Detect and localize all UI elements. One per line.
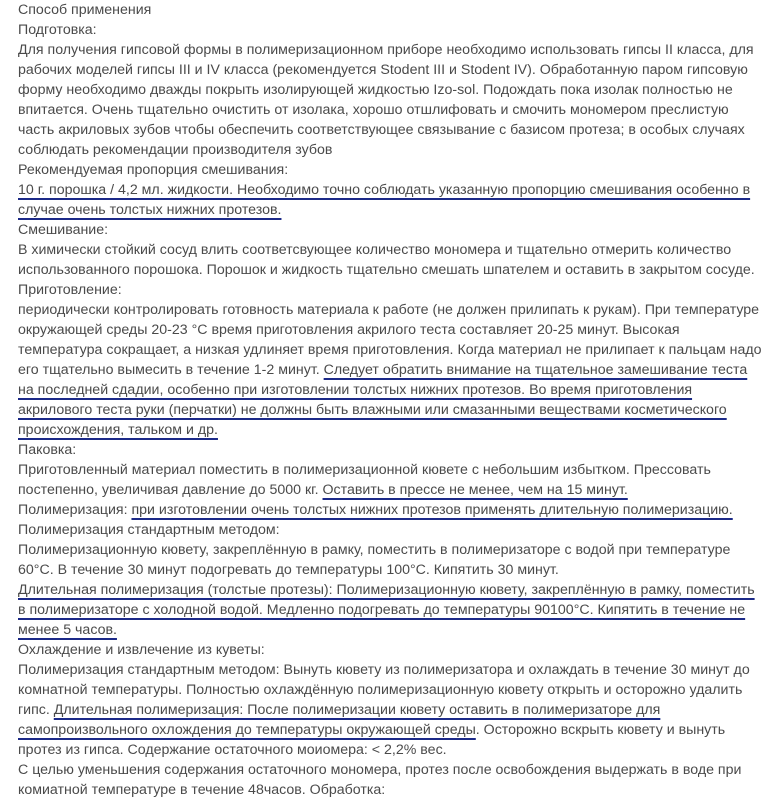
text-segment: температура сокращает, а низкая удлиняет время приготовления. Когда материал не прилипает к пальцам надо xyxy=(18,342,762,358)
text-line xyxy=(18,180,768,200)
underlined-text: Длительная полимеризация (толстые протезы): Полимеризационную кювету, закреплённую в рамку, поместить xyxy=(18,582,755,598)
text-line xyxy=(18,200,768,220)
text-segment: гипс. xyxy=(18,702,54,718)
text-segment: Полимеризация стандартным методом: xyxy=(18,522,280,538)
underlined-text: случае очень толстых нижних протезов. xyxy=(18,202,282,218)
text-line xyxy=(18,440,768,460)
underlined-text: Оставить в прессе не менее, чем на 15 минут. xyxy=(322,482,628,498)
text-line xyxy=(18,300,768,320)
text-segment: Приготовленный материал поместить в полимеризационной кювете с небольшим избытком. Прессовать xyxy=(18,462,711,478)
text-segment: Паковка: xyxy=(18,442,77,458)
text-segment: Полимеризация: xyxy=(18,502,132,518)
text-line xyxy=(18,480,768,500)
text-segment: Рекомендуемая пропорция смешивания: xyxy=(18,162,289,178)
text-segment: Охлаждение и извлечение из куветы: xyxy=(18,642,265,658)
text-segment: впитается. Очень тщательно очистить от изолака, хорошо отшлифовать и смочить мономером преслистую xyxy=(18,102,729,118)
underlined-text: акрилового теста руки (перчатки) не должны быть влажными или смазанными веществами косметического xyxy=(18,402,727,418)
text-line xyxy=(18,720,768,740)
text-segment: постепенно, увеличивая давление до 5000 кг. xyxy=(18,482,323,498)
text-line xyxy=(18,460,768,480)
text-line xyxy=(18,380,768,400)
underlined-text: на последней сдадии, особенно при изготовлении толстых нижних протезов. Во время приготовления xyxy=(18,382,693,398)
text-segment: 60°C. В течение 30 минут подогревать до температуры 100°C. Кипятить 30 минут. xyxy=(18,562,559,578)
text-segment: рабочих моделей гипсы III и IV класса (рекомендуется Stodent III и Stodent IV). Обработанную паром гипсовую xyxy=(18,62,748,78)
text-segment: периодически контролировать готовность материала к работе (не должен прилипать к рукам). При температуре xyxy=(18,302,760,318)
text-line xyxy=(18,560,768,580)
text-segment: Подготовка: xyxy=(18,22,97,38)
text-segment: Смешивание: xyxy=(18,222,109,238)
text-line xyxy=(18,340,768,360)
text-line xyxy=(18,780,768,800)
text-line xyxy=(18,500,768,520)
underlined-text: 10 г. порошка / 4,2 мл. жидкости. Необходимо точно соблюдать указанную пропорцию смешивания особенно в xyxy=(18,182,751,198)
text-line xyxy=(18,640,768,660)
text-segment: использованного порошока. Порошок и жидкость тщательно смешать шпателем и оставить в закрытом сосуде. xyxy=(18,262,755,278)
underlined-text: Следует обратить внимание на тщательное замешивание теста xyxy=(323,362,748,378)
text-line xyxy=(18,40,768,60)
text-line xyxy=(18,320,768,340)
text-line xyxy=(18,400,768,420)
text-line xyxy=(18,280,768,300)
text-segment: комиатной температуре в течение 48часов. Обработка: xyxy=(18,782,386,798)
text-segment: окружающей среды 20-23 °C время приготовления акрилого теста составляет 20-25 минут. Высокая xyxy=(18,322,680,338)
text-segment: Полимеризационную кювету, закреплённую в рамку, поместить в полимеризаторе с водой при температуре xyxy=(18,542,731,558)
text-line xyxy=(18,80,768,100)
text-line xyxy=(18,20,768,40)
text-line xyxy=(18,240,768,260)
text-segment: Для получения гипсовой формы в полимеризационном приборе необходимо использовать гипсы II класса, для xyxy=(18,42,754,58)
text-line xyxy=(18,160,768,180)
text-line xyxy=(18,540,768,560)
text-segment: форму необходимо дважды покрыть изолирующей жидкостью Izo-sol. Подождать пока изолак полностью не xyxy=(18,82,733,98)
text-line xyxy=(18,420,768,440)
text-line xyxy=(18,60,768,80)
text-line xyxy=(18,740,768,760)
text-segment: В химически стойкий сосуд влить соответсвующее количество мономера и тщательно отмерить количество xyxy=(18,242,732,258)
text-line xyxy=(18,360,768,380)
text-line xyxy=(18,100,768,120)
text-line xyxy=(18,620,768,640)
text-line xyxy=(18,0,768,20)
text-line xyxy=(18,220,768,240)
underlined-text: при изготовлении очень толстых нижних протезов применять длительную полимеризацию. xyxy=(131,502,733,518)
underlined-text: Длительная полимеризация: После полимеризации кювету оставить в полимеризаторе для xyxy=(53,702,661,718)
text-line xyxy=(18,700,768,720)
text-segment: Полимеризация стандартным методом: Вынуть кювету из полимеризатора и охлаждать в течение 30 минут до xyxy=(18,662,750,678)
text-line xyxy=(18,120,768,140)
text-segment: С целью уменьшения содержания остаточного мономера, протез после освобождения выдержать в воде при xyxy=(18,762,742,778)
document-text xyxy=(18,0,768,800)
text-line xyxy=(18,600,768,620)
text-segment: протез из гипса. Содержание остаточного моиомера: < 2,2% вес. xyxy=(18,742,447,758)
underlined-text: происхождения, тальком и др. xyxy=(18,422,218,438)
text-segment: соблюдать рекомендации производителя зубов xyxy=(18,142,333,158)
text-segment: его тщательно вымесить в течение 1-2 минут. xyxy=(18,362,324,378)
text-line xyxy=(18,140,768,160)
text-line xyxy=(18,260,768,280)
text-segment: комнатной температуры. Полностью охлаждённую полимеризационную кювету открыть и осторожно удалить xyxy=(18,682,743,698)
underlined-text: в полимеризаторе с холодной водой. Медленно подогревать до температуры 90100°C. Кипятить в течение не xyxy=(18,602,746,618)
underlined-text: менее 5 часов. xyxy=(18,622,117,638)
text-segment: Способ применения xyxy=(18,2,152,18)
text-line xyxy=(18,580,768,600)
text-line xyxy=(18,760,768,780)
text-line xyxy=(18,520,768,540)
text-segment: . Осторожно вскрыть кювету и вынуть xyxy=(475,722,726,738)
text-segment: Приготовление: xyxy=(18,282,122,298)
text-line xyxy=(18,660,768,680)
text-line xyxy=(18,680,768,700)
text-segment: часть акриловых зубов чтобы обеспечить соответствующее связывание с базисом протеза; в особых случаях xyxy=(18,122,745,138)
underlined-text: самопроизвольного охлождения до температуры окружающей среды xyxy=(18,722,476,738)
